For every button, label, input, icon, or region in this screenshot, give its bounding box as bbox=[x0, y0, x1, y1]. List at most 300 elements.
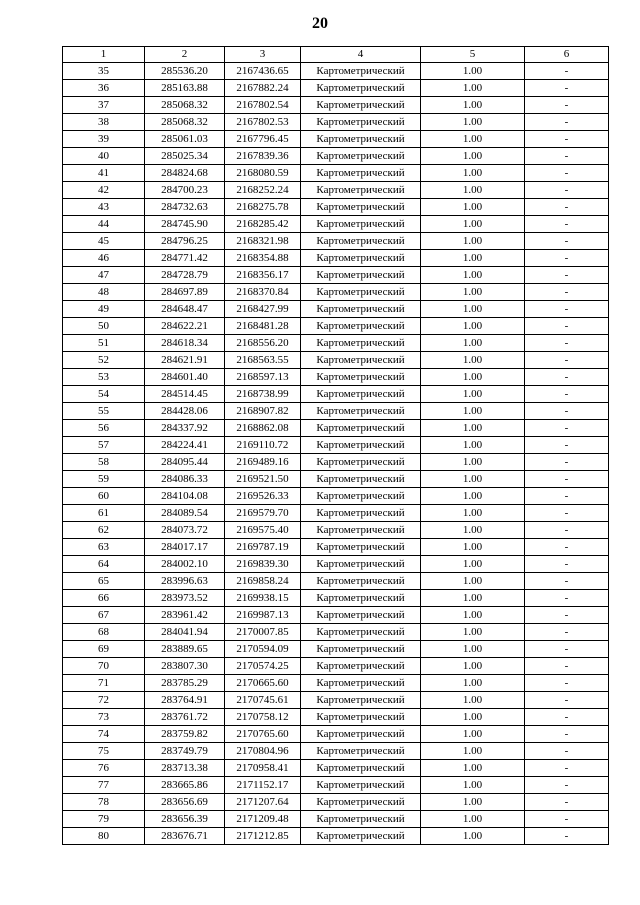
point-number-cell: 80 bbox=[63, 828, 145, 845]
note-cell: - bbox=[525, 216, 609, 233]
point-number-cell: 74 bbox=[63, 726, 145, 743]
note-cell: - bbox=[525, 335, 609, 352]
y-coordinate-cell: 2167796.45 bbox=[225, 131, 301, 148]
method-cell: Картометрический bbox=[301, 522, 421, 539]
method-cell: Картометрический bbox=[301, 216, 421, 233]
y-coordinate-cell: 2169521.50 bbox=[225, 471, 301, 488]
point-number-cell: 61 bbox=[63, 505, 145, 522]
note-cell: - bbox=[525, 692, 609, 709]
x-coordinate-cell: 284745.90 bbox=[145, 216, 225, 233]
x-coordinate-cell: 285163.88 bbox=[145, 80, 225, 97]
accuracy-cell: 1.00 bbox=[421, 369, 525, 386]
note-cell: - bbox=[525, 777, 609, 794]
point-number-cell: 64 bbox=[63, 556, 145, 573]
method-cell: Картометрический bbox=[301, 505, 421, 522]
point-number-cell: 68 bbox=[63, 624, 145, 641]
x-coordinate-cell: 284224.41 bbox=[145, 437, 225, 454]
y-coordinate-cell: 2167839.36 bbox=[225, 148, 301, 165]
method-cell: Картометрический bbox=[301, 63, 421, 80]
x-coordinate-cell: 283656.39 bbox=[145, 811, 225, 828]
accuracy-cell: 1.00 bbox=[421, 318, 525, 335]
accuracy-cell: 1.00 bbox=[421, 403, 525, 420]
method-cell: Картометрический bbox=[301, 641, 421, 658]
x-coordinate-cell: 284728.79 bbox=[145, 267, 225, 284]
y-coordinate-cell: 2170574.25 bbox=[225, 658, 301, 675]
y-coordinate-cell: 2171152.17 bbox=[225, 777, 301, 794]
note-cell: - bbox=[525, 63, 609, 80]
note-cell: - bbox=[525, 318, 609, 335]
table-row bbox=[63, 675, 609, 692]
x-coordinate-cell: 284104.08 bbox=[145, 488, 225, 505]
table-row bbox=[63, 80, 609, 97]
accuracy-cell: 1.00 bbox=[421, 199, 525, 216]
note-cell: - bbox=[525, 114, 609, 131]
point-number-cell: 46 bbox=[63, 250, 145, 267]
method-cell: Картометрический bbox=[301, 369, 421, 386]
accuracy-cell: 1.00 bbox=[421, 505, 525, 522]
accuracy-cell: 1.00 bbox=[421, 624, 525, 641]
table-row bbox=[63, 522, 609, 539]
header-cell-col1: 1 bbox=[63, 47, 145, 63]
accuracy-cell: 1.00 bbox=[421, 284, 525, 301]
note-cell: - bbox=[525, 556, 609, 573]
accuracy-cell: 1.00 bbox=[421, 658, 525, 675]
table-row bbox=[63, 165, 609, 182]
x-coordinate-cell: 284796.25 bbox=[145, 233, 225, 250]
method-cell: Картометрический bbox=[301, 131, 421, 148]
point-number-cell: 51 bbox=[63, 335, 145, 352]
x-coordinate-cell: 285061.03 bbox=[145, 131, 225, 148]
note-cell: - bbox=[525, 267, 609, 284]
method-cell: Картометрический bbox=[301, 114, 421, 131]
method-cell: Картометрический bbox=[301, 97, 421, 114]
y-coordinate-cell: 2168275.78 bbox=[225, 199, 301, 216]
method-cell: Картометрический bbox=[301, 624, 421, 641]
method-cell: Картометрический bbox=[301, 539, 421, 556]
method-cell: Картометрический bbox=[301, 165, 421, 182]
table-row bbox=[63, 335, 609, 352]
y-coordinate-cell: 2167802.54 bbox=[225, 97, 301, 114]
method-cell: Картометрический bbox=[301, 148, 421, 165]
table-row bbox=[63, 403, 609, 420]
table-row bbox=[63, 437, 609, 454]
table-row bbox=[63, 794, 609, 811]
x-coordinate-cell: 283889.65 bbox=[145, 641, 225, 658]
note-cell: - bbox=[525, 403, 609, 420]
point-number-cell: 44 bbox=[63, 216, 145, 233]
table-row bbox=[63, 301, 609, 318]
x-coordinate-cell: 284648.47 bbox=[145, 301, 225, 318]
accuracy-cell: 1.00 bbox=[421, 437, 525, 454]
accuracy-cell: 1.00 bbox=[421, 573, 525, 590]
table-row bbox=[63, 63, 609, 80]
table-row bbox=[63, 369, 609, 386]
x-coordinate-cell: 283761.72 bbox=[145, 709, 225, 726]
y-coordinate-cell: 2168597.13 bbox=[225, 369, 301, 386]
note-cell: - bbox=[525, 488, 609, 505]
y-coordinate-cell: 2170758.12 bbox=[225, 709, 301, 726]
method-cell: Картометрический bbox=[301, 607, 421, 624]
method-cell: Картометрический bbox=[301, 675, 421, 692]
x-coordinate-cell: 284601.40 bbox=[145, 369, 225, 386]
accuracy-cell: 1.00 bbox=[421, 794, 525, 811]
accuracy-cell: 1.00 bbox=[421, 675, 525, 692]
note-cell: - bbox=[525, 352, 609, 369]
x-coordinate-cell: 285536.20 bbox=[145, 63, 225, 80]
accuracy-cell: 1.00 bbox=[421, 471, 525, 488]
x-coordinate-cell: 284086.33 bbox=[145, 471, 225, 488]
note-cell: - bbox=[525, 420, 609, 437]
accuracy-cell: 1.00 bbox=[421, 726, 525, 743]
method-cell: Картометрический bbox=[301, 284, 421, 301]
note-cell: - bbox=[525, 437, 609, 454]
note-cell: - bbox=[525, 590, 609, 607]
x-coordinate-cell: 284095.44 bbox=[145, 454, 225, 471]
x-coordinate-cell: 284732.63 bbox=[145, 199, 225, 216]
accuracy-cell: 1.00 bbox=[421, 80, 525, 97]
note-cell: - bbox=[525, 454, 609, 471]
table-row bbox=[63, 471, 609, 488]
note-cell: - bbox=[525, 709, 609, 726]
table-row bbox=[63, 182, 609, 199]
y-coordinate-cell: 2168321.98 bbox=[225, 233, 301, 250]
point-number-cell: 75 bbox=[63, 743, 145, 760]
accuracy-cell: 1.00 bbox=[421, 148, 525, 165]
note-cell: - bbox=[525, 369, 609, 386]
point-number-cell: 76 bbox=[63, 760, 145, 777]
y-coordinate-cell: 2169526.33 bbox=[225, 488, 301, 505]
method-cell: Картометрический bbox=[301, 556, 421, 573]
point-number-cell: 54 bbox=[63, 386, 145, 403]
table-row bbox=[63, 148, 609, 165]
accuracy-cell: 1.00 bbox=[421, 267, 525, 284]
y-coordinate-cell: 2167882.24 bbox=[225, 80, 301, 97]
accuracy-cell: 1.00 bbox=[421, 777, 525, 794]
table-row bbox=[63, 828, 609, 845]
accuracy-cell: 1.00 bbox=[421, 811, 525, 828]
x-coordinate-cell: 283996.63 bbox=[145, 573, 225, 590]
note-cell: - bbox=[525, 182, 609, 199]
method-cell: Картометрический bbox=[301, 403, 421, 420]
x-coordinate-cell: 284002.10 bbox=[145, 556, 225, 573]
y-coordinate-cell: 2169489.16 bbox=[225, 454, 301, 471]
y-coordinate-cell: 2168738.99 bbox=[225, 386, 301, 403]
y-coordinate-cell: 2167802.53 bbox=[225, 114, 301, 131]
y-coordinate-cell: 2170958.41 bbox=[225, 760, 301, 777]
point-number-cell: 73 bbox=[63, 709, 145, 726]
accuracy-cell: 1.00 bbox=[421, 607, 525, 624]
note-cell: - bbox=[525, 726, 609, 743]
y-coordinate-cell: 2169987.13 bbox=[225, 607, 301, 624]
method-cell: Картометрический bbox=[301, 658, 421, 675]
accuracy-cell: 1.00 bbox=[421, 709, 525, 726]
table-row bbox=[63, 573, 609, 590]
x-coordinate-cell: 285025.34 bbox=[145, 148, 225, 165]
table-row bbox=[63, 556, 609, 573]
note-cell: - bbox=[525, 828, 609, 845]
note-cell: - bbox=[525, 80, 609, 97]
accuracy-cell: 1.00 bbox=[421, 641, 525, 658]
note-cell: - bbox=[525, 641, 609, 658]
table-row bbox=[63, 607, 609, 624]
method-cell: Картометрический bbox=[301, 471, 421, 488]
method-cell: Картометрический bbox=[301, 437, 421, 454]
accuracy-cell: 1.00 bbox=[421, 250, 525, 267]
table-row bbox=[63, 658, 609, 675]
note-cell: - bbox=[525, 675, 609, 692]
note-cell: - bbox=[525, 284, 609, 301]
point-number-cell: 45 bbox=[63, 233, 145, 250]
accuracy-cell: 1.00 bbox=[421, 692, 525, 709]
x-coordinate-cell: 284622.21 bbox=[145, 318, 225, 335]
point-number-cell: 69 bbox=[63, 641, 145, 658]
x-coordinate-cell: 284697.89 bbox=[145, 284, 225, 301]
method-cell: Картометрический bbox=[301, 692, 421, 709]
table-row bbox=[63, 318, 609, 335]
table-row bbox=[63, 284, 609, 301]
accuracy-cell: 1.00 bbox=[421, 522, 525, 539]
table-row bbox=[63, 131, 609, 148]
point-number-cell: 72 bbox=[63, 692, 145, 709]
table-header bbox=[63, 47, 609, 63]
y-coordinate-cell: 2168080.59 bbox=[225, 165, 301, 182]
method-cell: Картометрический bbox=[301, 301, 421, 318]
point-number-cell: 52 bbox=[63, 352, 145, 369]
x-coordinate-cell: 283713.38 bbox=[145, 760, 225, 777]
table-body bbox=[63, 63, 609, 845]
x-coordinate-cell: 284428.06 bbox=[145, 403, 225, 420]
accuracy-cell: 1.00 bbox=[421, 216, 525, 233]
accuracy-cell: 1.00 bbox=[421, 165, 525, 182]
y-coordinate-cell: 2169938.15 bbox=[225, 590, 301, 607]
note-cell: - bbox=[525, 131, 609, 148]
note-cell: - bbox=[525, 233, 609, 250]
method-cell: Картометрический bbox=[301, 80, 421, 97]
method-cell: Картометрический bbox=[301, 590, 421, 607]
header-cell-col5: 5 bbox=[421, 47, 525, 63]
table-row bbox=[63, 777, 609, 794]
note-cell: - bbox=[525, 607, 609, 624]
x-coordinate-cell: 284618.34 bbox=[145, 335, 225, 352]
point-number-cell: 38 bbox=[63, 114, 145, 131]
table-row bbox=[63, 454, 609, 471]
table-row bbox=[63, 539, 609, 556]
x-coordinate-cell: 283676.71 bbox=[145, 828, 225, 845]
method-cell: Картометрический bbox=[301, 709, 421, 726]
point-number-cell: 63 bbox=[63, 539, 145, 556]
note-cell: - bbox=[525, 386, 609, 403]
table-row bbox=[63, 352, 609, 369]
y-coordinate-cell: 2168481.28 bbox=[225, 318, 301, 335]
x-coordinate-cell: 283973.52 bbox=[145, 590, 225, 607]
x-coordinate-cell: 285068.32 bbox=[145, 97, 225, 114]
page-number: 20 bbox=[312, 15, 328, 32]
y-coordinate-cell: 2169787.19 bbox=[225, 539, 301, 556]
y-coordinate-cell: 2168563.55 bbox=[225, 352, 301, 369]
y-coordinate-cell: 2168356.17 bbox=[225, 267, 301, 284]
accuracy-cell: 1.00 bbox=[421, 63, 525, 80]
note-cell: - bbox=[525, 539, 609, 556]
y-coordinate-cell: 2169110.72 bbox=[225, 437, 301, 454]
table-row bbox=[63, 692, 609, 709]
y-coordinate-cell: 2170804.96 bbox=[225, 743, 301, 760]
table-row bbox=[63, 726, 609, 743]
y-coordinate-cell: 2169575.40 bbox=[225, 522, 301, 539]
y-coordinate-cell: 2168285.42 bbox=[225, 216, 301, 233]
header-cell-col4: 4 bbox=[301, 47, 421, 63]
method-cell: Картометрический bbox=[301, 454, 421, 471]
method-cell: Картометрический bbox=[301, 488, 421, 505]
accuracy-cell: 1.00 bbox=[421, 182, 525, 199]
accuracy-cell: 1.00 bbox=[421, 556, 525, 573]
table-row bbox=[63, 641, 609, 658]
accuracy-cell: 1.00 bbox=[421, 454, 525, 471]
table-row bbox=[63, 420, 609, 437]
y-coordinate-cell: 2170007.85 bbox=[225, 624, 301, 641]
y-coordinate-cell: 2169839.30 bbox=[225, 556, 301, 573]
point-number-cell: 43 bbox=[63, 199, 145, 216]
y-coordinate-cell: 2170665.60 bbox=[225, 675, 301, 692]
note-cell: - bbox=[525, 760, 609, 777]
point-number-cell: 60 bbox=[63, 488, 145, 505]
y-coordinate-cell: 2171209.48 bbox=[225, 811, 301, 828]
method-cell: Картометрический bbox=[301, 760, 421, 777]
method-cell: Картометрический bbox=[301, 233, 421, 250]
point-number-cell: 66 bbox=[63, 590, 145, 607]
x-coordinate-cell: 283749.79 bbox=[145, 743, 225, 760]
point-number-cell: 65 bbox=[63, 573, 145, 590]
point-number-cell: 59 bbox=[63, 471, 145, 488]
accuracy-cell: 1.00 bbox=[421, 760, 525, 777]
accuracy-cell: 1.00 bbox=[421, 590, 525, 607]
y-coordinate-cell: 2168862.08 bbox=[225, 420, 301, 437]
accuracy-cell: 1.00 bbox=[421, 488, 525, 505]
method-cell: Картометрический bbox=[301, 726, 421, 743]
y-coordinate-cell: 2168556.20 bbox=[225, 335, 301, 352]
method-cell: Картометрический bbox=[301, 794, 421, 811]
table-row bbox=[63, 199, 609, 216]
point-number-cell: 36 bbox=[63, 80, 145, 97]
table-row bbox=[63, 505, 609, 522]
y-coordinate-cell: 2169579.70 bbox=[225, 505, 301, 522]
table-row bbox=[63, 624, 609, 641]
x-coordinate-cell: 284041.94 bbox=[145, 624, 225, 641]
table-row bbox=[63, 488, 609, 505]
note-cell: - bbox=[525, 624, 609, 641]
x-coordinate-cell: 284824.68 bbox=[145, 165, 225, 182]
y-coordinate-cell: 2170594.09 bbox=[225, 641, 301, 658]
x-coordinate-cell: 283785.29 bbox=[145, 675, 225, 692]
method-cell: Картометрический bbox=[301, 267, 421, 284]
y-coordinate-cell: 2169858.24 bbox=[225, 573, 301, 590]
point-number-cell: 50 bbox=[63, 318, 145, 335]
x-coordinate-cell: 283759.82 bbox=[145, 726, 225, 743]
note-cell: - bbox=[525, 199, 609, 216]
x-coordinate-cell: 284700.23 bbox=[145, 182, 225, 199]
method-cell: Картометрический bbox=[301, 352, 421, 369]
table-row bbox=[63, 760, 609, 777]
method-cell: Картометрический bbox=[301, 318, 421, 335]
note-cell: - bbox=[525, 97, 609, 114]
note-cell: - bbox=[525, 301, 609, 318]
x-coordinate-cell: 283656.69 bbox=[145, 794, 225, 811]
y-coordinate-cell: 2171207.64 bbox=[225, 794, 301, 811]
coordinates-table bbox=[62, 46, 609, 845]
header-cell-col3: 3 bbox=[225, 47, 301, 63]
x-coordinate-cell: 285068.32 bbox=[145, 114, 225, 131]
table-row bbox=[63, 233, 609, 250]
method-cell: Картометрический bbox=[301, 182, 421, 199]
method-cell: Картометрический bbox=[301, 573, 421, 590]
table-row bbox=[63, 709, 609, 726]
accuracy-cell: 1.00 bbox=[421, 386, 525, 403]
note-cell: - bbox=[525, 794, 609, 811]
x-coordinate-cell: 284621.91 bbox=[145, 352, 225, 369]
note-cell: - bbox=[525, 148, 609, 165]
point-number-cell: 37 bbox=[63, 97, 145, 114]
point-number-cell: 48 bbox=[63, 284, 145, 301]
y-coordinate-cell: 2168907.82 bbox=[225, 403, 301, 420]
table-row bbox=[63, 216, 609, 233]
x-coordinate-cell: 284337.92 bbox=[145, 420, 225, 437]
table-row bbox=[63, 97, 609, 114]
table-row bbox=[63, 743, 609, 760]
accuracy-cell: 1.00 bbox=[421, 539, 525, 556]
note-cell: - bbox=[525, 505, 609, 522]
note-cell: - bbox=[525, 573, 609, 590]
note-cell: - bbox=[525, 250, 609, 267]
method-cell: Картометрический bbox=[301, 199, 421, 216]
x-coordinate-cell: 284514.45 bbox=[145, 386, 225, 403]
y-coordinate-cell: 2168354.88 bbox=[225, 250, 301, 267]
method-cell: Картометрический bbox=[301, 811, 421, 828]
accuracy-cell: 1.00 bbox=[421, 301, 525, 318]
method-cell: Картометрический bbox=[301, 777, 421, 794]
x-coordinate-cell: 283665.86 bbox=[145, 777, 225, 794]
method-cell: Картометрический bbox=[301, 828, 421, 845]
point-number-cell: 56 bbox=[63, 420, 145, 437]
y-coordinate-cell: 2168370.84 bbox=[225, 284, 301, 301]
point-number-cell: 77 bbox=[63, 777, 145, 794]
accuracy-cell: 1.00 bbox=[421, 131, 525, 148]
table-row bbox=[63, 114, 609, 131]
note-cell: - bbox=[525, 165, 609, 182]
point-number-cell: 41 bbox=[63, 165, 145, 182]
method-cell: Картометрический bbox=[301, 743, 421, 760]
x-coordinate-cell: 284771.42 bbox=[145, 250, 225, 267]
point-number-cell: 35 bbox=[63, 63, 145, 80]
note-cell: - bbox=[525, 811, 609, 828]
y-coordinate-cell: 2167436.65 bbox=[225, 63, 301, 80]
table-row bbox=[63, 267, 609, 284]
x-coordinate-cell: 283807.30 bbox=[145, 658, 225, 675]
method-cell: Картометрический bbox=[301, 250, 421, 267]
point-number-cell: 53 bbox=[63, 369, 145, 386]
table-row bbox=[63, 250, 609, 267]
point-number-cell: 62 bbox=[63, 522, 145, 539]
accuracy-cell: 1.00 bbox=[421, 97, 525, 114]
method-cell: Картометрический bbox=[301, 420, 421, 437]
table-row bbox=[63, 386, 609, 403]
point-number-cell: 58 bbox=[63, 454, 145, 471]
x-coordinate-cell: 284017.17 bbox=[145, 539, 225, 556]
header-row bbox=[63, 47, 609, 63]
point-number-cell: 67 bbox=[63, 607, 145, 624]
y-coordinate-cell: 2168252.24 bbox=[225, 182, 301, 199]
header-cell-col2: 2 bbox=[145, 47, 225, 63]
y-coordinate-cell: 2170745.61 bbox=[225, 692, 301, 709]
point-number-cell: 78 bbox=[63, 794, 145, 811]
